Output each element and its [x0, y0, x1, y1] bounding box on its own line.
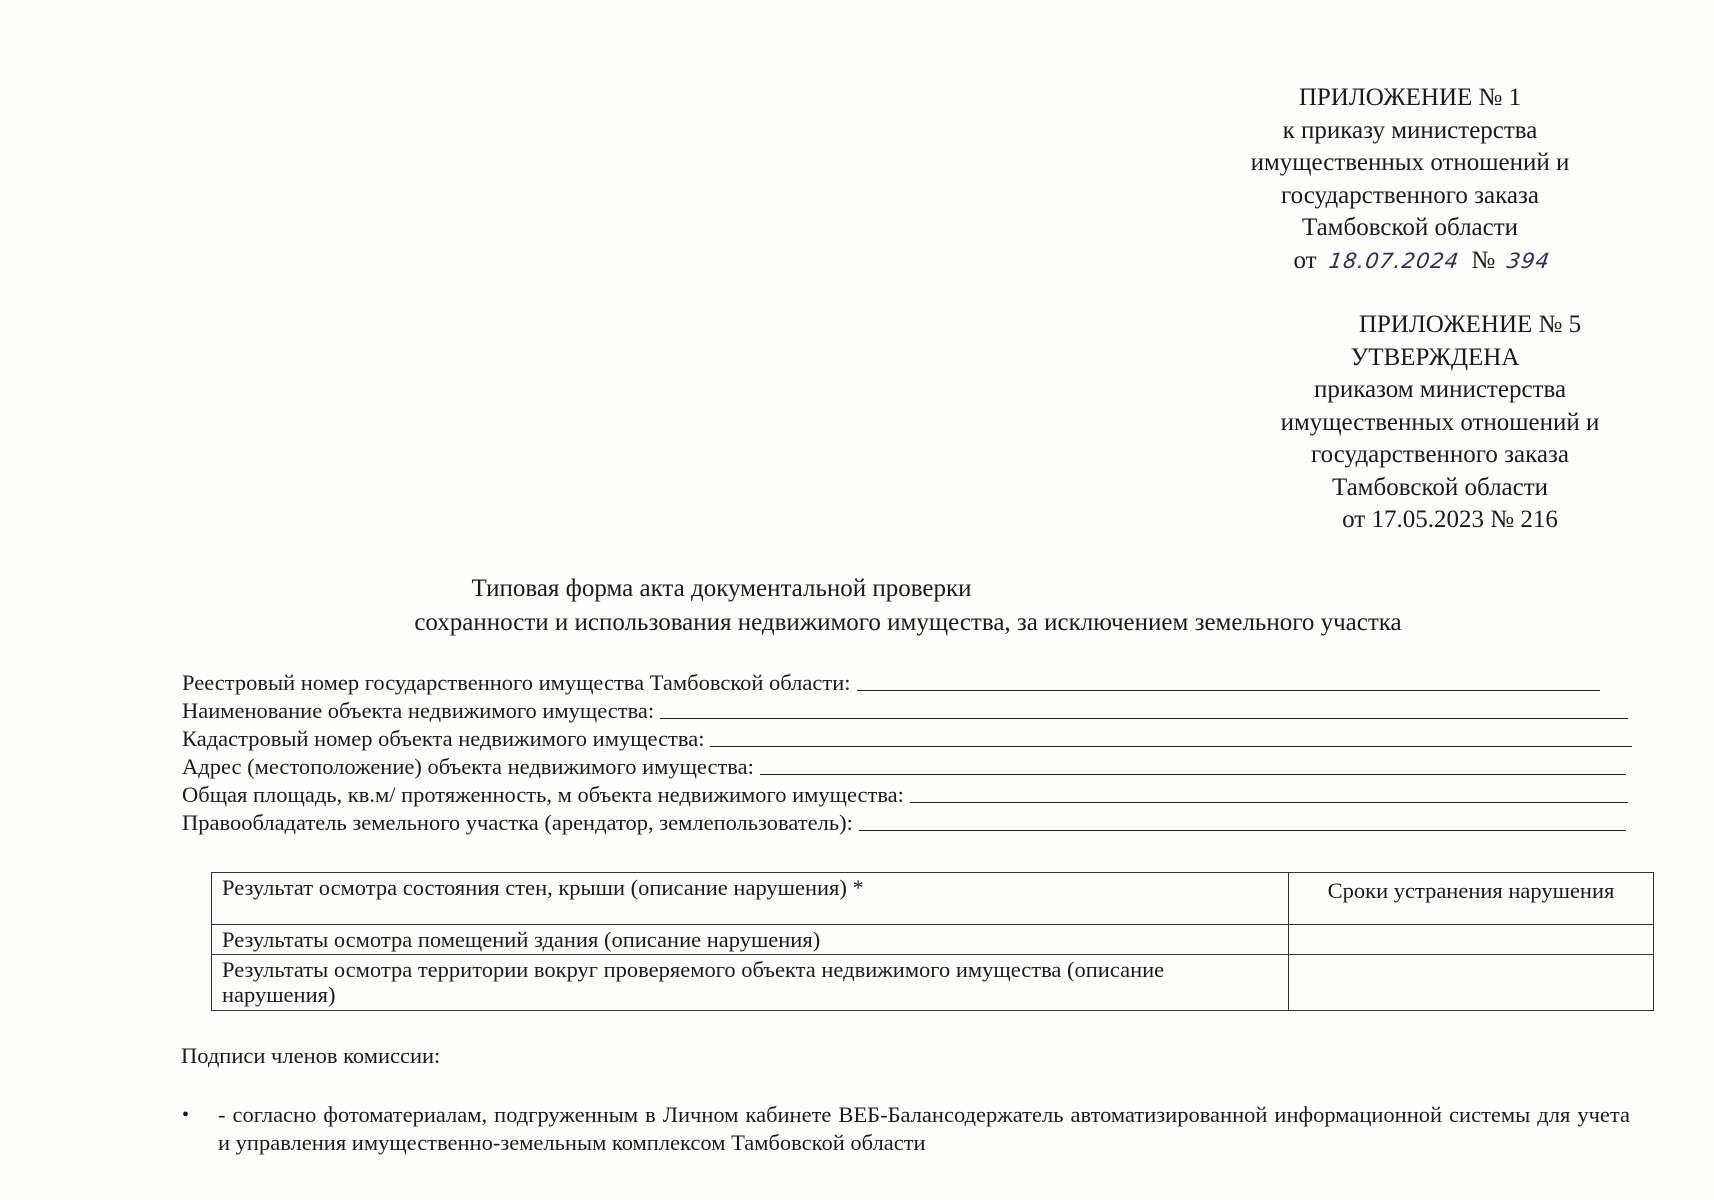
- form-fields: [182, 668, 1632, 836]
- field-underline: [857, 690, 1601, 691]
- table-cell: Результаты осмотра помещений здания (описание нарушения): [212, 925, 1289, 955]
- field-label: Общая площадь, кв.м/ протяженность, м объекта недвижимого имущества:: [182, 782, 904, 807]
- title-line-2: сохранности и использования недвижимого имущества, за исключением земельного участка: [414, 609, 1402, 636]
- footnote: [182, 1101, 1630, 1157]
- inspection-table: [211, 872, 1654, 1011]
- appendix-5-heading: ПРИЛОЖЕНИЕ № 5: [1358, 311, 1582, 338]
- appendix-1-line: имущественных отношений и: [1250, 149, 1570, 176]
- appendix-5-date-line: от 17.05.2023 № 216: [1342, 506, 1558, 533]
- field-underline: [910, 802, 1628, 803]
- title-line-1: Типовая форма акта документальной проверки: [471, 575, 972, 602]
- form-field: [182, 780, 1628, 808]
- footnote-text: - согласно фотоматериалам, подгруженным в Личном кабинете ВЕБ-Балансодержатель автоматизированной информационной системы для учета и управления имущественно-земельным комплексом Тамбовской области: [218, 1102, 1630, 1155]
- signatures-label: Подписи членов комиссии:: [181, 1043, 441, 1068]
- appendix-5-line: государственного заказа: [1311, 441, 1569, 468]
- field-underline: [710, 746, 1632, 747]
- handwritten-date: 18.07.2024: [1327, 248, 1461, 273]
- field-label: Кадастровый номер объекта недвижимого имущества:: [182, 726, 705, 751]
- field-label: Наименование объекта недвижимого имущества:: [182, 698, 655, 723]
- field-label: Правообладатель земельного участка (арендатор, землепользователь):: [182, 810, 853, 835]
- table-cell: Результаты осмотра территории вокруг проверяемого объекта недвижимого имущества (описание нарушения): [212, 955, 1289, 1011]
- table-cell: [1289, 925, 1654, 955]
- table-row: [212, 873, 1654, 925]
- field-label: Реестровый номер государственного имущества Тамбовской области:: [182, 670, 851, 695]
- appendix-1-line: государственного заказа: [1281, 181, 1539, 209]
- field-underline: [660, 718, 1628, 719]
- table-cell-header: Сроки устранения нарушения: [1289, 873, 1654, 925]
- appendix-5-line: Тамбовской области: [1331, 473, 1549, 501]
- appendix-1-line: Тамбовской области: [1301, 214, 1519, 241]
- field-underline: [859, 830, 1626, 831]
- form-field: [182, 808, 1626, 836]
- form-field: [182, 752, 1626, 780]
- table-row: [212, 955, 1654, 1011]
- handwritten-number: 394: [1505, 248, 1553, 273]
- table-cell: [1289, 955, 1654, 1011]
- table-row: [212, 925, 1654, 955]
- form-field: [182, 696, 1628, 724]
- appendix-5-line: приказом министерства: [1313, 376, 1567, 403]
- field-label: Адрес (местоположение) объекта недвижимого имущества:: [182, 754, 754, 779]
- date-prefix: от: [1293, 246, 1317, 274]
- bullet: •: [182, 1104, 190, 1126]
- appendix-1-block: [1210, 82, 1610, 277]
- appendix-1-line: к приказу министерства: [1282, 116, 1538, 144]
- number-sign: №: [1471, 246, 1496, 274]
- document-subtitle: [338, 606, 1478, 640]
- appendix-1-heading: ПРИЛОЖЕНИЕ № 1: [1298, 84, 1522, 111]
- approved-label: УТВЕРЖДЕНА: [1350, 343, 1520, 371]
- appendix-5-block: [1240, 309, 1640, 537]
- form-field: [182, 724, 1632, 752]
- appendix-5-line: имущественных отношений и: [1280, 408, 1600, 436]
- appendix-1-date-line: [1210, 245, 1610, 278]
- field-underline: [760, 774, 1626, 775]
- document-title: [0, 572, 1443, 606]
- table-cell: Результат осмотра состояния стен, крыши (описание нарушения) *: [212, 873, 1289, 925]
- form-field: [182, 668, 1600, 696]
